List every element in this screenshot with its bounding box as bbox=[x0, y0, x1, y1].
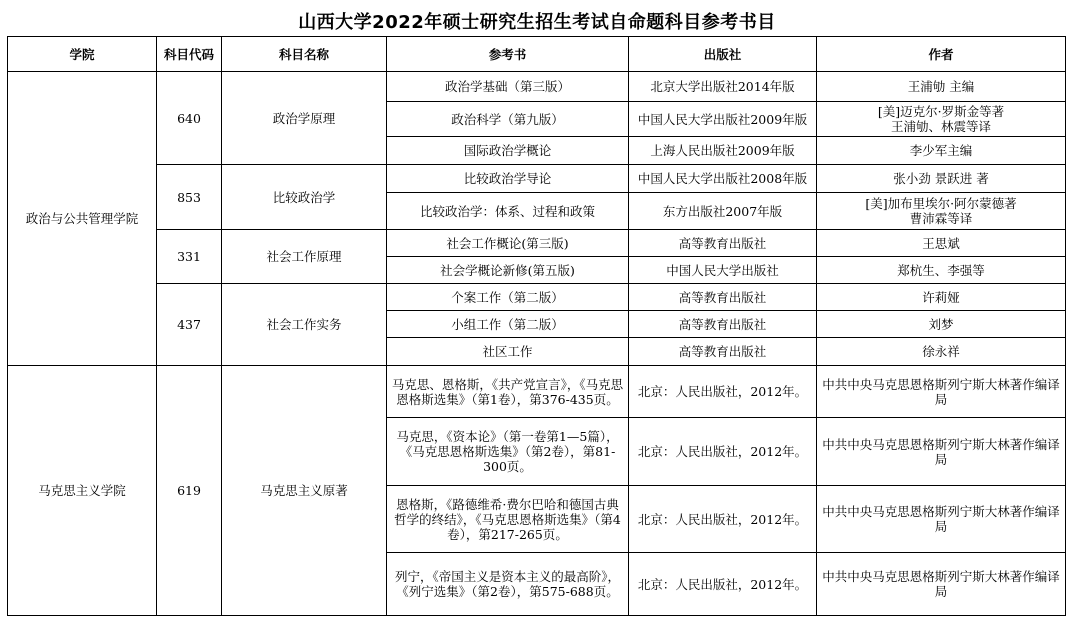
book-cell: 小组工作（第二版） bbox=[387, 311, 629, 338]
publisher-cell: 北京：人民出版社，2012年。 bbox=[629, 418, 817, 486]
author-cell: 中共中央马克思恩格斯列宁斯大林著作编译局 bbox=[817, 366, 1066, 418]
publisher-cell: 东方出版社2007年版 bbox=[629, 193, 817, 230]
reference-books-table bbox=[7, 36, 1066, 616]
book-cell: 列宁，《帝国主义是资本主义的最高阶》，《列宁选集》（第2卷），第575-688页。 bbox=[387, 553, 629, 616]
book-cell: 社区工作 bbox=[387, 338, 629, 366]
publisher-cell: 北京大学出版社2014年版 bbox=[629, 72, 817, 102]
table-row bbox=[8, 230, 1066, 257]
publisher-cell: 北京：人民出版社，2012年。 bbox=[629, 486, 817, 553]
subject-name-cell: 政治学原理 bbox=[222, 72, 387, 165]
subject-code-cell: 640 bbox=[157, 72, 222, 165]
author-cell: 张小劲 景跃进 著 bbox=[817, 165, 1066, 193]
publisher-cell: 中国人民大学出版社2009年版 bbox=[629, 102, 817, 137]
header-college: 学院 bbox=[8, 37, 157, 72]
publisher-cell: 高等教育出版社 bbox=[629, 284, 817, 311]
table-row bbox=[8, 165, 1066, 193]
publisher-cell: 中国人民大学出版社2008年版 bbox=[629, 165, 817, 193]
author-cell: 郑杭生、李强等 bbox=[817, 257, 1066, 284]
header-book: 参考书 bbox=[387, 37, 629, 72]
publisher-cell: 北京：人民出版社，2012年。 bbox=[629, 366, 817, 418]
publisher-cell: 高等教育出版社 bbox=[629, 230, 817, 257]
book-cell: 马克思，《资本论》（第一卷第1—5篇），《马克思恩格斯选集》（第2卷），第81-300页。 bbox=[387, 418, 629, 486]
publisher-cell: 北京：人民出版社，2012年。 bbox=[629, 553, 817, 616]
author-cell: 中共中央马克思恩格斯列宁斯大林著作编译局 bbox=[817, 418, 1066, 486]
author-cell: 王思斌 bbox=[817, 230, 1066, 257]
author-cell: [美]迈克尔·罗斯金等著 王浦劬、林震等译 bbox=[817, 102, 1066, 137]
header-row bbox=[8, 37, 1066, 72]
publisher-cell: 高等教育出版社 bbox=[629, 311, 817, 338]
header-publisher: 出版社 bbox=[629, 37, 817, 72]
table-row bbox=[8, 72, 1066, 102]
publisher-cell: 高等教育出版社 bbox=[629, 338, 817, 366]
header-code: 科目代码 bbox=[157, 37, 222, 72]
author-cell: 徐永祥 bbox=[817, 338, 1066, 366]
book-cell: 个案工作（第二版） bbox=[387, 284, 629, 311]
page-title: 山西大学2022年硕士研究生招生考试自命题科目参考书目 bbox=[298, 12, 776, 33]
book-cell: 社会学概论新修(第五版) bbox=[387, 257, 629, 284]
book-cell: 比较政治学导论 bbox=[387, 165, 629, 193]
book-cell: 政治科学（第九版） bbox=[387, 102, 629, 137]
author-cell: 中共中央马克思恩格斯列宁斯大林著作编译局 bbox=[817, 486, 1066, 553]
book-cell: 社会工作概论(第三版) bbox=[387, 230, 629, 257]
publisher-cell: 中国人民大学出版社 bbox=[629, 257, 817, 284]
header-subject: 科目名称 bbox=[222, 37, 387, 72]
subject-name-cell: 马克思主义原著 bbox=[222, 366, 387, 616]
college-cell: 政治与公共管理学院 bbox=[8, 72, 157, 366]
author-cell: 刘梦 bbox=[817, 311, 1066, 338]
table-row bbox=[8, 284, 1066, 311]
author-cell: 许莉娅 bbox=[817, 284, 1066, 311]
header-author: 作者 bbox=[817, 37, 1066, 72]
author-cell: 中共中央马克思恩格斯列宁斯大林著作编译局 bbox=[817, 553, 1066, 616]
publisher-cell: 上海人民出版社2009年版 bbox=[629, 137, 817, 165]
book-cell: 比较政治学：体系、过程和政策 bbox=[387, 193, 629, 230]
author-cell: 李少军主编 bbox=[817, 137, 1066, 165]
college-cell: 马克思主义学院 bbox=[8, 366, 157, 616]
subject-name-cell: 社会工作实务 bbox=[222, 284, 387, 366]
subject-code-cell: 853 bbox=[157, 165, 222, 230]
table-row bbox=[8, 366, 1066, 418]
subject-code-cell: 619 bbox=[157, 366, 222, 616]
subject-code-cell: 437 bbox=[157, 284, 222, 366]
book-cell: 马克思、恩格斯，《共产党宣言》，《马克思恩格斯选集》（第1卷），第376-435页。 bbox=[387, 366, 629, 418]
author-cell: 王浦劬 主编 bbox=[817, 72, 1066, 102]
subject-name-cell: 比较政治学 bbox=[222, 165, 387, 230]
book-cell: 国际政治学概论 bbox=[387, 137, 629, 165]
subject-name-cell: 社会工作原理 bbox=[222, 230, 387, 284]
subject-code-cell: 331 bbox=[157, 230, 222, 284]
author-cell: [美]加布里埃尔·阿尔蒙德著 曹沛霖等译 bbox=[817, 193, 1066, 230]
book-cell: 恩格斯，《路德维希·费尔巴哈和德国古典哲学的终结》，《马克思恩格斯选集》（第4卷），第217-265页。 bbox=[387, 486, 629, 553]
book-cell: 政治学基础（第三版） bbox=[387, 72, 629, 102]
